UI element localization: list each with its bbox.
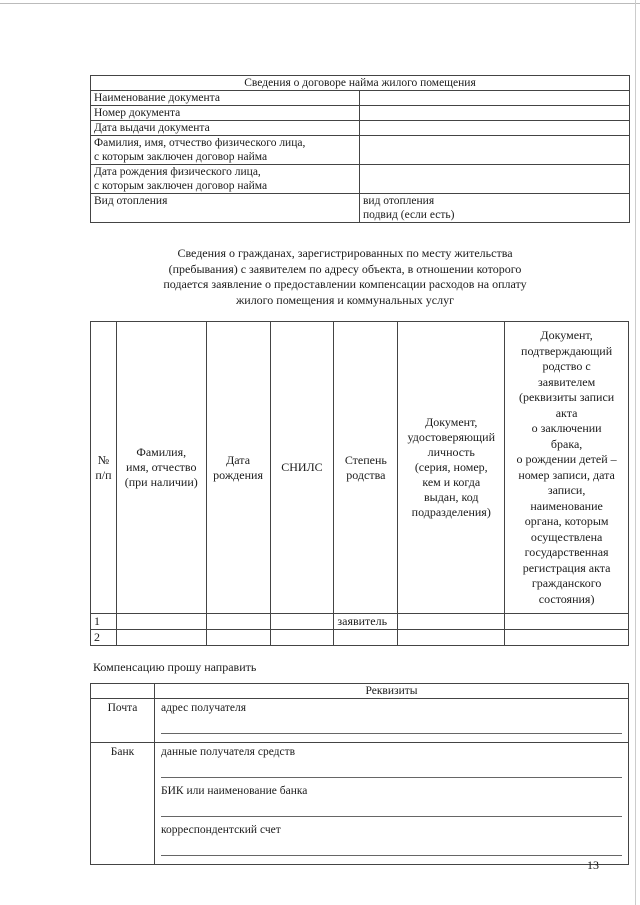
lease-row-label: Наименование документа (91, 91, 360, 106)
cell-full-name[interactable] (116, 614, 206, 630)
col-header-birth-date: Дата рождения (206, 322, 270, 614)
requisites-header: Реквизиты (155, 684, 629, 699)
cell-birth-date[interactable] (206, 630, 270, 646)
lease-row-label: Номер документа (91, 106, 360, 121)
col-header-kinship-document: Документ, подтверждающий родство с заявителем (реквизиты записи акта о заключении брака, о рождении детей – номер записи, дата записи, наименование органа, которым осуществлена государственная регистрация акта гражданского состояния) (505, 322, 629, 614)
cell-kinship-document[interactable] (505, 614, 629, 630)
table-row (91, 614, 629, 630)
cell-id-document[interactable] (398, 630, 505, 646)
row-number: 1 (91, 614, 117, 630)
col-header-number: № п/п (91, 322, 117, 614)
page-top-edge (0, 3, 640, 4)
col-header-snils: СНИЛС (270, 322, 334, 614)
col-header-id-document: Документ, удостоверяющий личность (серия, номер, кем и когда выдан, код подразделения) (398, 322, 505, 614)
lease-row-value[interactable] (360, 165, 630, 194)
cell-relation[interactable]: заявитель (334, 614, 398, 630)
lease-table-title: Сведения о договоре найма жилого помещения (91, 76, 630, 91)
bank-label: Банк (91, 743, 155, 865)
cell-relation[interactable] (334, 630, 398, 646)
lease-row-label: Фамилия, имя, отчество физического лица, с которым заключен договор найма (91, 136, 360, 165)
table-row (91, 630, 629, 646)
cell-snils[interactable] (270, 630, 334, 646)
lease-info-table (90, 75, 630, 223)
payment-details-table (90, 683, 629, 865)
cell-kinship-document[interactable] (505, 630, 629, 646)
cell-birth-date[interactable] (206, 614, 270, 630)
recipient-address-field[interactable]: адрес получателя (161, 701, 622, 740)
row-number: 2 (91, 630, 117, 646)
lease-row-label: Дата рождения физического лица, с которым заключен договор найма (91, 165, 360, 194)
recipient-data-field[interactable]: данные получателя средств (161, 745, 622, 784)
lease-row-label: Дата выдачи документа (91, 121, 360, 136)
page-right-edge (635, 0, 636, 905)
compensation-label: Компенсацию прошу направить (93, 660, 257, 674)
heating-value[interactable]: вид отопления подвид (если есть) (360, 194, 630, 223)
lease-row-value[interactable] (360, 136, 630, 165)
bik-field[interactable]: БИК или наименование банка (161, 784, 622, 823)
lease-row-value[interactable] (360, 106, 630, 121)
heating-label: Вид отопления (91, 194, 360, 223)
lease-row-value[interactable] (360, 121, 630, 136)
col-header-relation: Степень родства (334, 322, 398, 614)
lease-row-value[interactable] (360, 91, 630, 106)
cell-id-document[interactable] (398, 614, 505, 630)
page-number: 13 (587, 858, 599, 872)
citizens-table (90, 321, 629, 646)
corr-account-field[interactable]: корреспондентский счет (161, 823, 622, 862)
citizens-intro: Сведения о гражданах, зарегистрированных по месту жительства (пребывания) с заявителем по адресу объекта, в отношении которого подается заявление о предоставлении компенсации расходов на оплату жилого помещения и коммунальных услуг (163, 246, 527, 307)
cell-snils[interactable] (270, 614, 334, 630)
cell-full-name[interactable] (116, 630, 206, 646)
col-header-full-name: Фамилия, имя, отчество (при наличии) (116, 322, 206, 614)
post-label: Почта (91, 699, 155, 743)
